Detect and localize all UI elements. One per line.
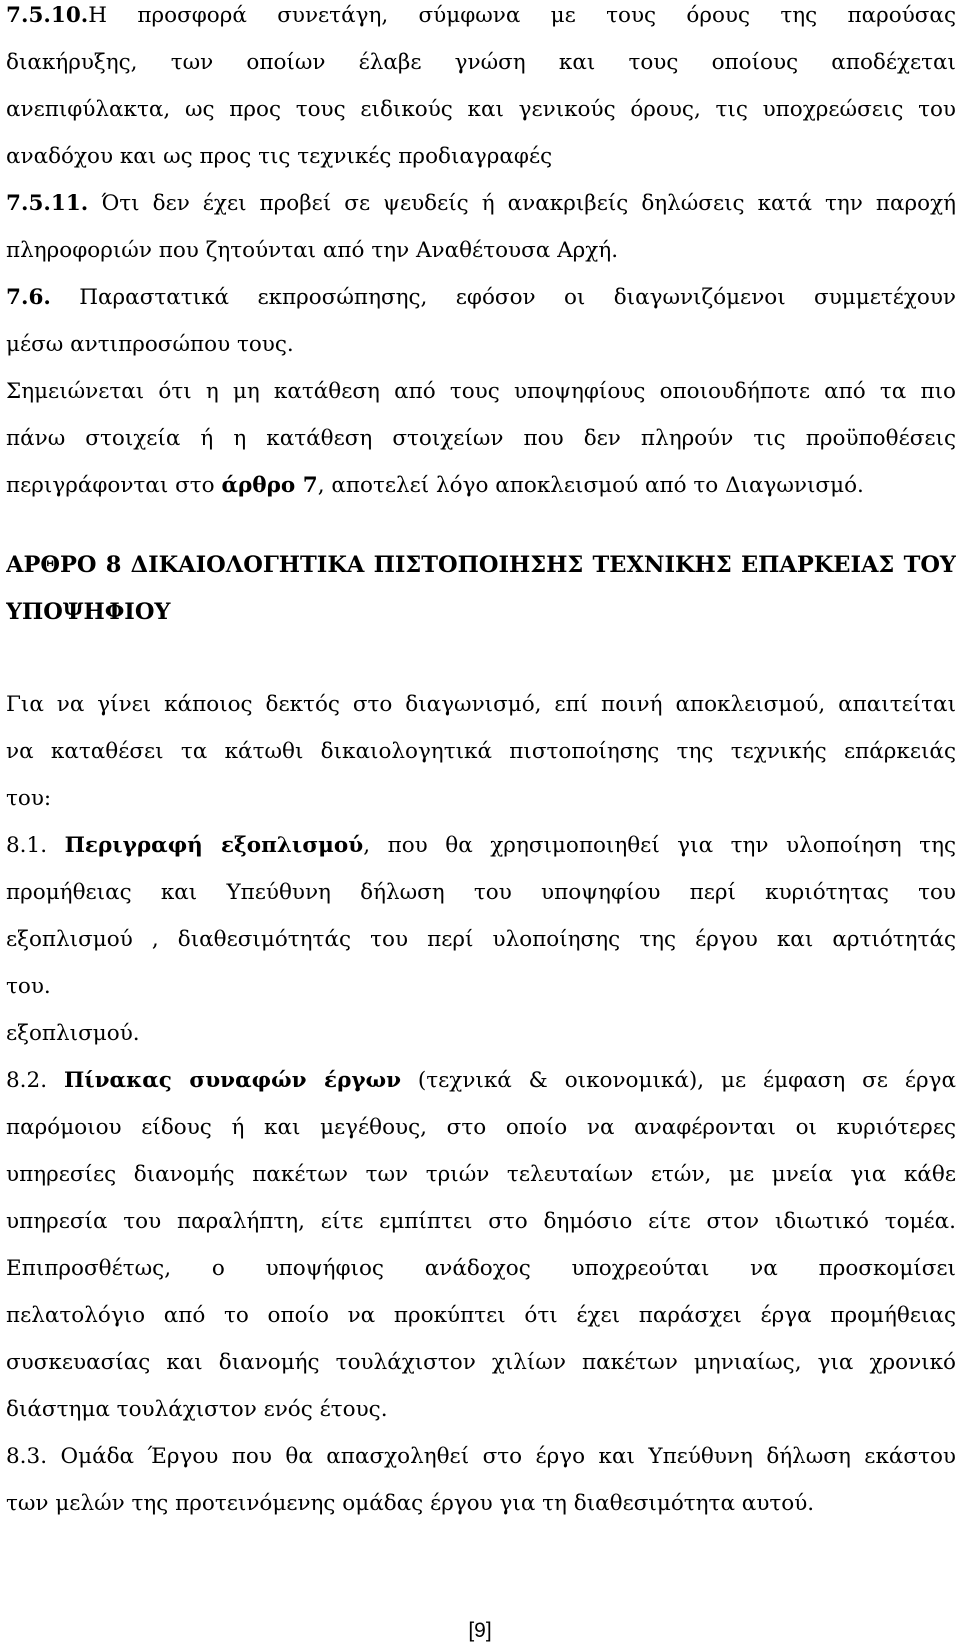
item-8-2-line-2: παρόμοιου είδους ή και μεγέθους, στο οποίο να αναφέρονται οι κυριότερες	[6, 1115, 956, 1140]
clause-number: 7.5.11.	[6, 191, 89, 216]
article-8-heading-line-1: ΑΡΘΡΟ 8 ΔΙΚΑΙΟΛΟΓΗΤΙΚΑ ΠΙΣΤΟΠΟΙΗΣΗΣ ΤΕΧΝΙΚΗΣ ΕΠΑΡΚΕΙΑΣ ΤΟΥ	[6, 552, 956, 578]
item-8-2-line-4: υπηρεσία του παραλήπτη, είτε εμπίπτει στο δημόσιο είτε στον ιδιωτικό τομέα.	[6, 1209, 956, 1234]
item-title: Πίνακας συναφών έργων	[63, 1068, 401, 1093]
article-reference: άρθρο 7	[221, 473, 318, 498]
item-title: Περιγραφή εξοπλισμού	[64, 833, 364, 858]
item-8-3-line-2: των μελών της προτεινόμενης ομάδας έργου για τη διαθεσιμότητα αυτού.	[6, 1491, 815, 1516]
article-8-heading-line-2: ΥΠΟΨΗΦΙΟΥ	[6, 599, 171, 625]
clause-7-5-11-line-1: 7.5.11. Ότι δεν έχει προβεί σε ψευδείς ή ανακριβείς δηλώσεις κατά την παροχή	[6, 191, 956, 216]
clause-7-5-10-line-1: 7.5.10.Η προσφορά συνετάγη, σύμφωνα με τους όρους της παρούσας	[6, 3, 956, 28]
clause-7-6-line-2: μέσω αντιπροσώπου τους.	[6, 332, 294, 357]
item-8-1-line-4: του.	[6, 974, 51, 999]
item-8-3-line-1: 8.3. Ομάδα Έργου που θα απασχοληθεί στο έργο και Υπεύθυνη δήλωση εκάστου	[6, 1444, 956, 1469]
item-8-2-line-3: υπηρεσίες διανομής πακέτων των τριών τελευταίων ετών, με μνεία για κάθε	[6, 1162, 956, 1187]
item-8-1-line-1: 8.1. Περιγραφή εξοπλισμού, που θα χρησιμοποιηθεί για την υλοποίηση της	[6, 833, 956, 858]
clause-7-5-10-line-3: ανεπιφύλακτα, ως προς τους ειδικούς και γενικούς όρους, τις υποχρεώσεις του	[6, 97, 956, 122]
intro-line-1: Για να γίνει κάποιος δεκτός στο διαγωνισμό, επί ποινή αποκλεισμού, απαιτείται	[6, 692, 956, 717]
item-8-1-line-3: εξοπλισμού , διαθεσιμότητάς του περί υλοποίησης της έργου και αρτιότητάς	[6, 927, 956, 952]
clause-number: 7.6.	[6, 285, 51, 310]
note-line-3: περιγράφονται στο άρθρο 7, αποτελεί λόγο αποκλεισμού από το Διαγωνισμό.	[6, 473, 864, 498]
item-8-2-line-5: Επιπροσθέτως, ο υποψήφιος ανάδοχος υποχρεούται να προσκομίσει	[6, 1256, 956, 1281]
page-number: [9]	[468, 1619, 492, 1642]
clause-7-5-10-line-2: διακήρυξης, των οποίων έλαβε γνώση και τους οποίους αποδέχεται	[6, 50, 956, 75]
item-8-2-line-6: πελατολόγιο από το οποίο να προκύπτει ότι έχει παράσχει έργα προμήθειας	[6, 1303, 956, 1328]
item-8-2-line-8: διάστημα τουλάχιστον ενός έτους.	[6, 1397, 388, 1422]
item-8-1-line-2: προμήθειας και Υπεύθυνη δήλωση του υποψηφίου περί κυριότητας του	[6, 880, 956, 905]
note-line-2: πάνω στοιχεία ή η κατάθεση στοιχείων που δεν πληρούν τις προϋποθέσεις	[6, 426, 956, 451]
clause-7-6-line-1: 7.6. Παραστατικά εκπροσώπησης, εφόσον οι διαγωνιζόμενοι συμμετέχουν	[6, 285, 956, 310]
intro-line-2: να καταθέσει τα κάτωθι δικαιολογητικά πιστοποίησης της τεχνικής επάρκειάς	[6, 739, 956, 764]
intro-line-3: του:	[6, 786, 52, 811]
item-8-2-line-7: συσκευασίας και διανομής τουλάχιστον χιλίων πακέτων μηνιαίως, για χρονικό	[6, 1350, 956, 1375]
clause-7-5-10-line-4: αναδόχου και ως προς τις τεχνικές προδιαγραφές	[6, 144, 553, 169]
item-8-2-line-1: 8.2. Πίνακας συναφών έργων (τεχνικά & οικονομικά), με έμφαση σε έργα	[6, 1068, 956, 1093]
item-8-1-line-5: εξοπλισμού.	[6, 1021, 140, 1046]
note-line-1: Σημειώνεται ότι η μη κατάθεση από τους υποψηφίους οποιουδήποτε από τα πιο	[6, 379, 956, 404]
clause-7-5-11-line-2: πληροφοριών που ζητούνται από την Αναθέτουσα Αρχή.	[6, 238, 619, 263]
clause-number: 7.5.10.	[6, 3, 89, 28]
